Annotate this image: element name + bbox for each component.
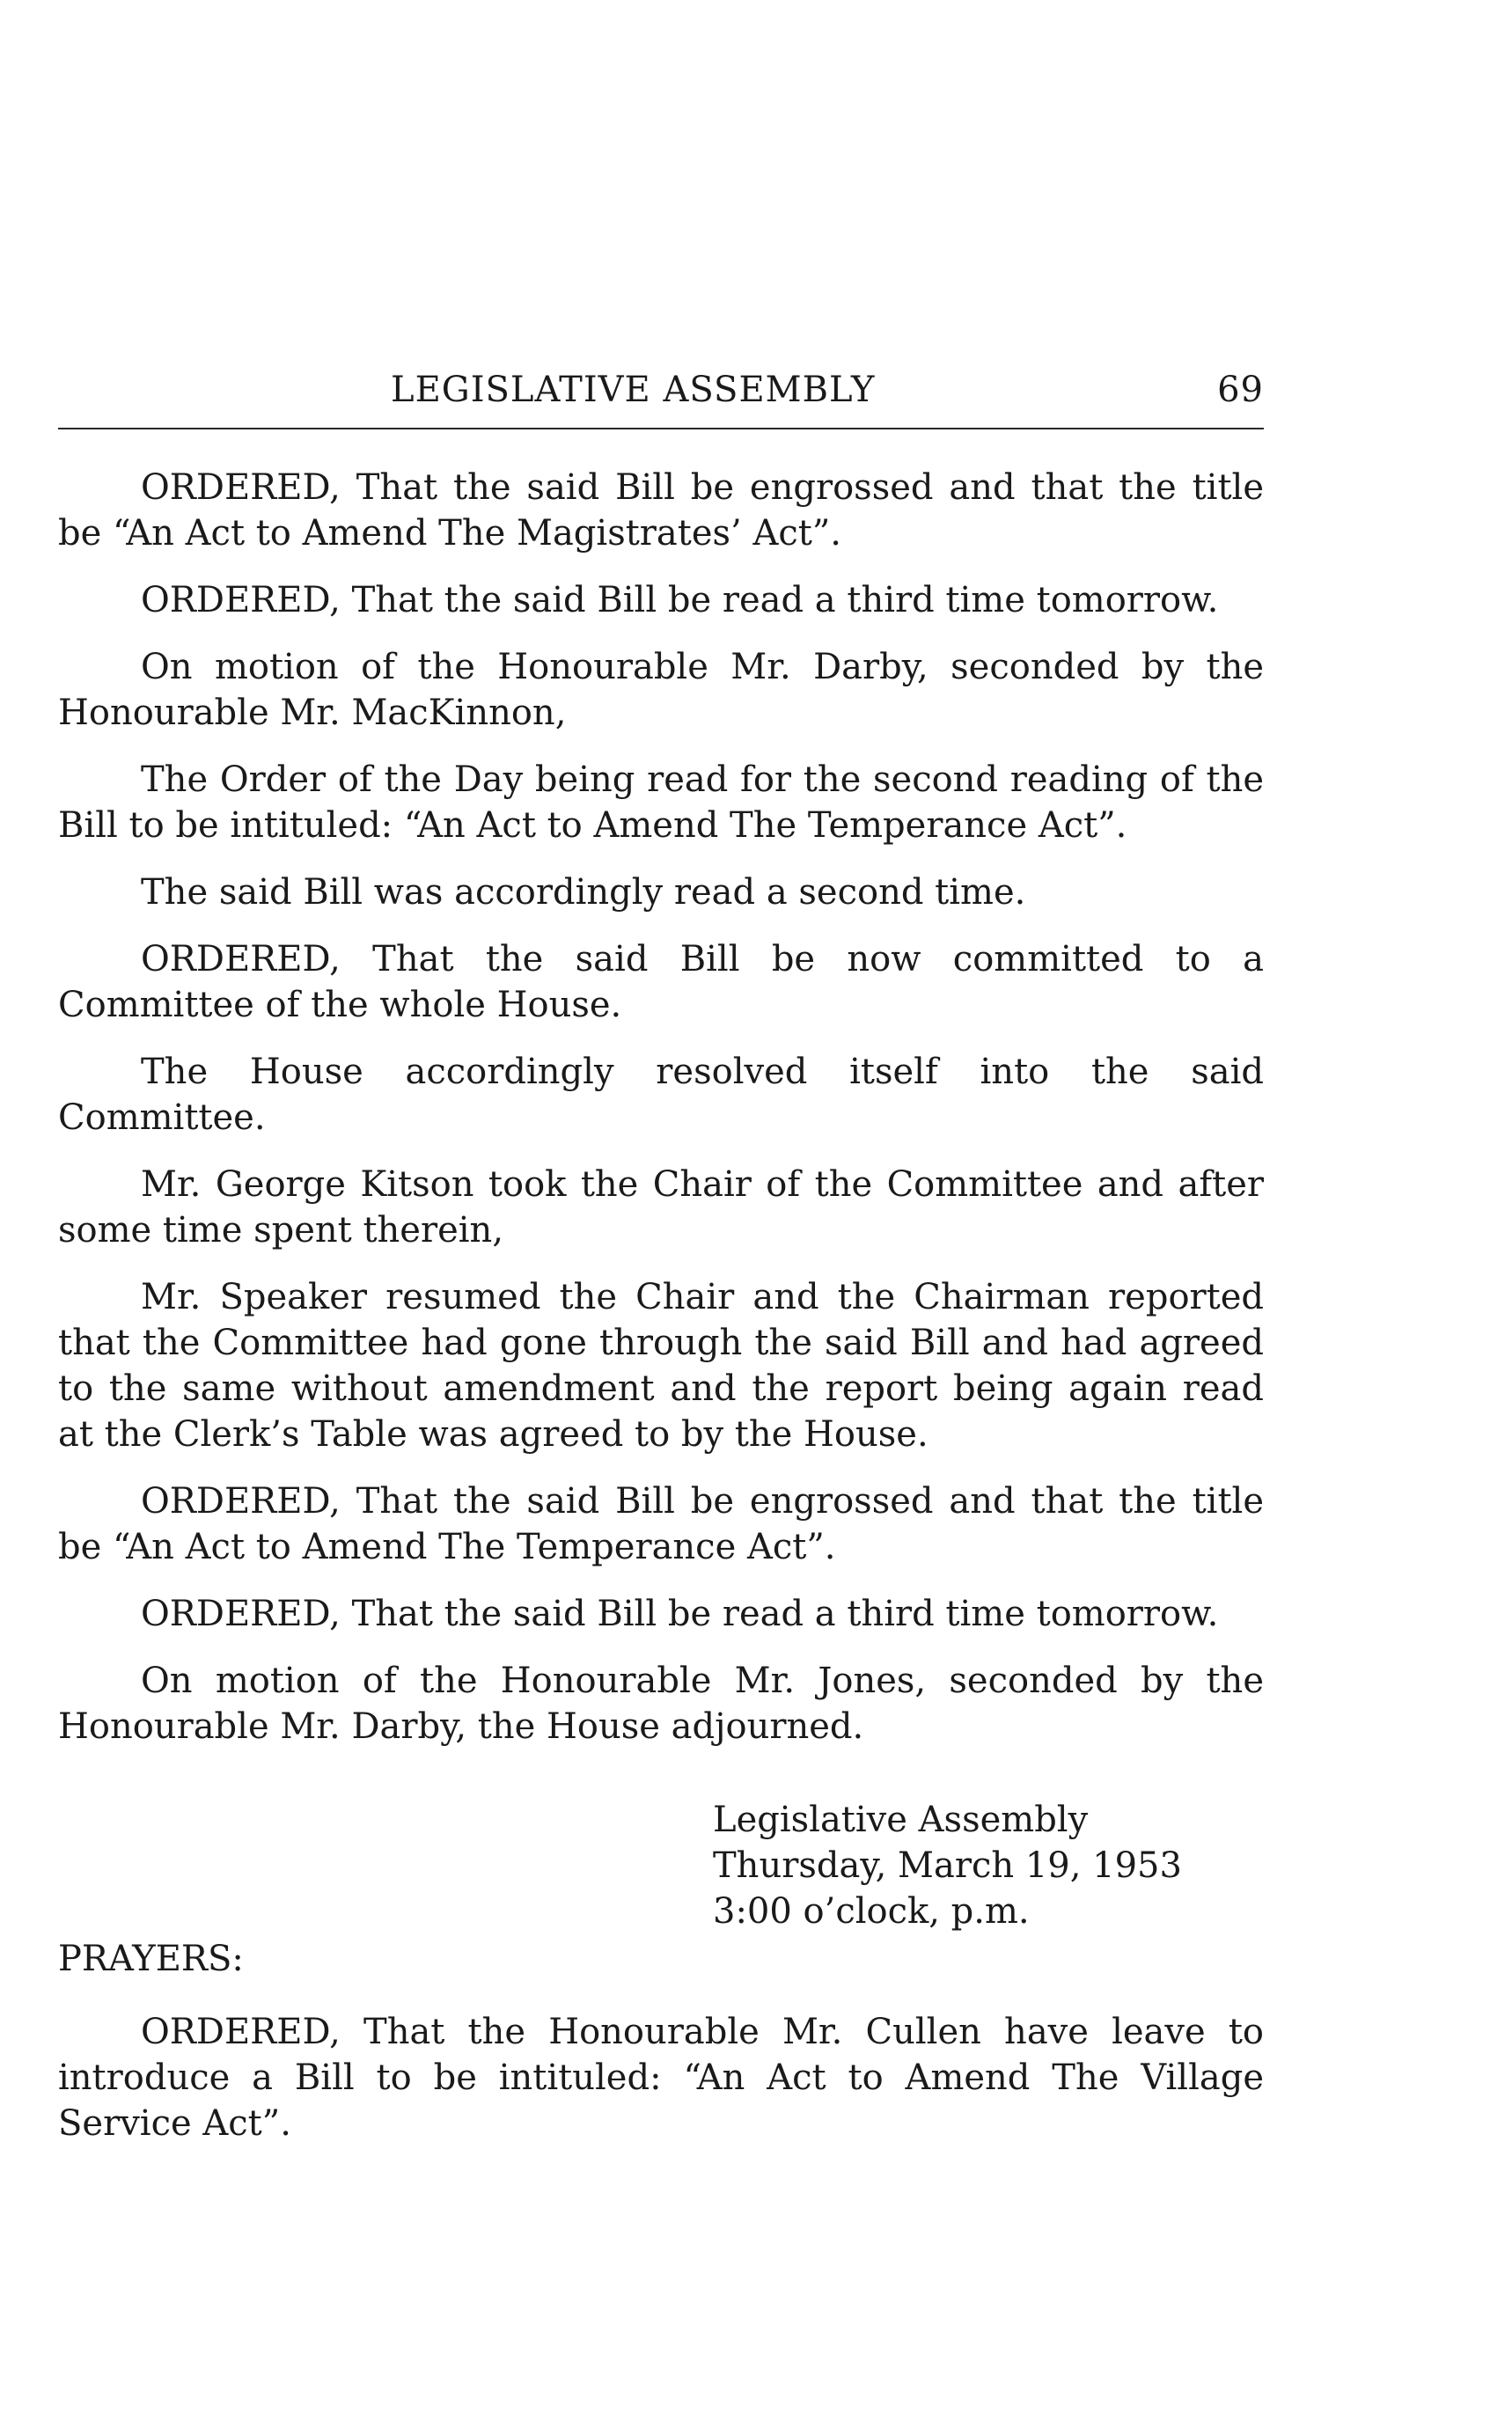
paragraph: On motion of the Honourable Mr. Jones, seconded by the Honourable Mr. Darby, the House adjourned. <box>58 1661 1264 1747</box>
paragraph: On motion of the Honourable Mr. Darby, seconded by the Honourable Mr. MacKinnon, <box>58 647 1264 733</box>
paragraph: The House accordingly resolved itself into the said Committee. <box>58 1052 1264 1138</box>
paragraph: ORDERED, That the said Bill be read a third time tomorrow. <box>141 580 1219 620</box>
page-number: 69 <box>1217 370 1264 410</box>
running-title: LEGISLATIVE ASSEMBLY <box>391 370 876 410</box>
sitting-time: 3:00 o’clock, p.m. <box>713 1891 1030 1932</box>
paragraph: ORDERED, That the said Bill be read a third time tomorrow. <box>141 1594 1219 1634</box>
prayers-label: PRAYERS: <box>58 1939 244 1979</box>
paragraph: The said Bill was accordingly read a second time. <box>141 872 1026 913</box>
paragraph: Mr. George Kitson took the Chair of the Committee and after some time spent therein, <box>58 1164 1264 1251</box>
header-rule <box>58 428 1264 429</box>
paragraph: ORDERED, That the Honourable Mr. Cullen have leave to introduce a Bill to be intituled: “An Act to Amend The Village Service Act”. <box>58 2012 1264 2144</box>
sitting-date: Thursday, March 19, 1953 <box>713 1845 1182 1886</box>
page-header <box>58 370 1264 422</box>
paragraph: ORDERED, That the said Bill be engrossed and that the title be “An Act to Amend The Temperance Act”. <box>58 1481 1264 1567</box>
document-page <box>58 0 1264 2428</box>
closing-section <box>58 2009 1264 2146</box>
paragraph: The Order of the Day being read for the second reading of the Bill to be intituled: “An Act to Amend The Temperance Act”. <box>58 759 1264 846</box>
paragraph: ORDERED, That the said Bill be now committed to a Committee of the whole House. <box>58 939 1264 1025</box>
sitting-place: Legislative Assembly <box>713 1800 1089 1840</box>
sitting-heading <box>713 1797 1182 1934</box>
journal-body <box>58 465 1264 1771</box>
paragraph: ORDERED, That the said Bill be engrossed and that the title be “An Act to Amend The Magistrates’ Act”. <box>58 467 1264 554</box>
paragraph: Mr. Speaker resumed the Chair and the Chairman reported that the Committee had gone through the said Bill and had agreed to the same without amendment and the report being again read at the Clerk’s Table was agreed to by the House. <box>58 1277 1264 1455</box>
